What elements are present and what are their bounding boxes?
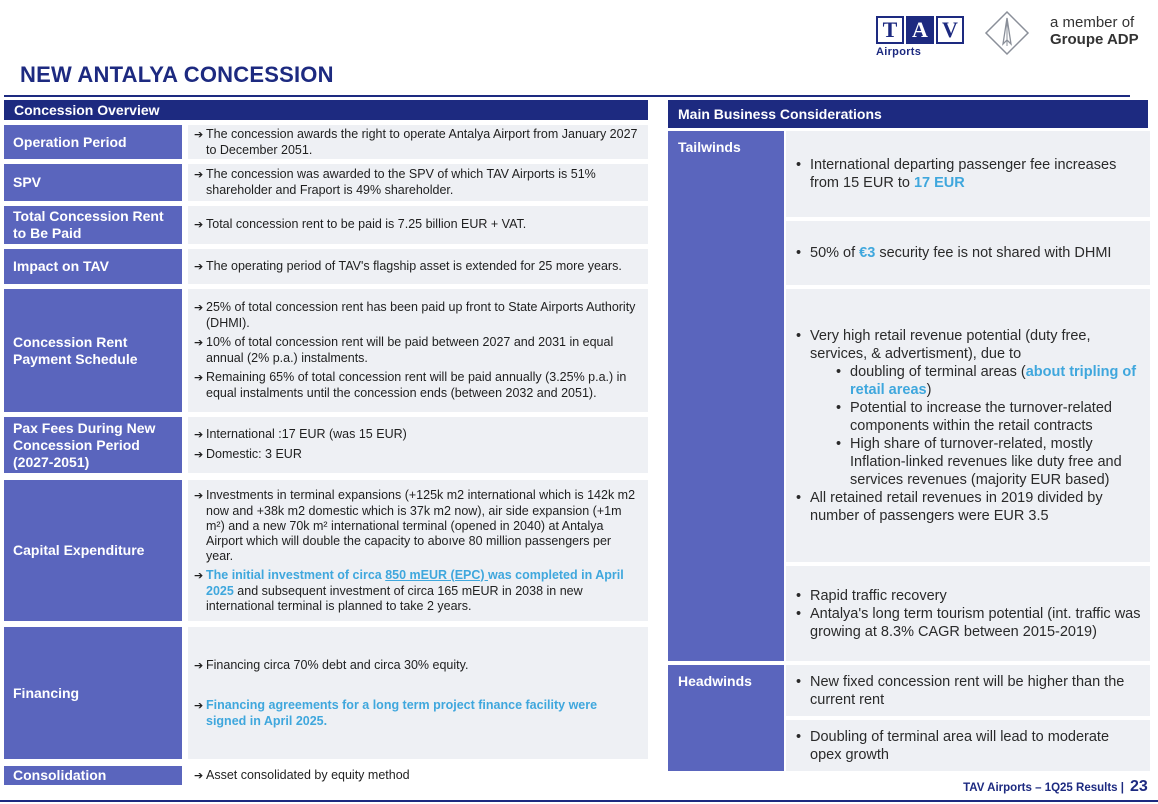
- bullet: [194, 768, 640, 784]
- headwind-fixed-rent: [786, 665, 1150, 716]
- bullet-text: International :17 EUR (was 15 EUR): [206, 427, 407, 441]
- row-content: [188, 164, 648, 201]
- concession-overview-header: Concession Overview: [4, 100, 648, 120]
- bullet: [796, 244, 1142, 262]
- row-financing: [4, 627, 648, 759]
- row-label: Pax Fees During New Concession Period (2027-2051): [4, 417, 182, 473]
- bullet-text: The concession awards the right to operate Antalya Airport from January 2027 to December 2051.: [206, 126, 638, 157]
- bullet-text: Total concession rent to be paid is 7.25 billion EUR + VAT.: [206, 217, 527, 231]
- row-content: [188, 206, 648, 244]
- bullet-text: 10% of total concession rent will be paid between 2027 and 2031 in equal annual (2% p.a.) instalments.: [206, 335, 614, 365]
- bullet-dot-icon: •: [796, 489, 802, 506]
- capex-highlight: was completed in April 2025: [206, 567, 624, 598]
- arrow-icon: ➔: [194, 769, 204, 782]
- main-business-considerations-header: Main Business Considerations: [668, 100, 1148, 128]
- row-content: [188, 417, 648, 473]
- row-label: Total Concession Rent to Be Paid: [4, 206, 182, 244]
- row-content: [188, 289, 648, 412]
- bullet: [194, 217, 640, 233]
- row-capital-expenditure: [4, 480, 648, 621]
- bullet-text: Domestic: 3 EUR: [206, 447, 302, 461]
- row-pax-fees: [4, 417, 648, 473]
- bullet-dot-icon: •: [836, 435, 842, 452]
- row-label: SPV: [4, 164, 182, 201]
- bullet-text: Potential to increase the turnover-related components within the retail contracts: [850, 399, 1112, 434]
- bullet-text: International departing passenger fee increases from 15 EUR to: [810, 157, 1117, 191]
- arrow-icon: ➔: [194, 128, 204, 141]
- arrow-icon: ➔: [194, 449, 204, 461]
- arrow-icon: ➔: [194, 169, 204, 181]
- row-concession-rent-payment-schedule: [4, 289, 648, 412]
- row-label: Concession Rent Payment Schedule: [4, 289, 182, 412]
- bottom-divider: [0, 800, 1158, 802]
- highlight-text: 17 EUR: [913, 175, 965, 191]
- page-title: NEW ANTALYA CONCESSION: [20, 62, 334, 87]
- bullet: [194, 488, 640, 564]
- bullet-text: Remaining 65% of total concession rent will be paid annually (3.25% p.a.) in equal instalments until the concession ends (between 2032 and 2051).: [206, 370, 627, 400]
- bullet: [194, 167, 640, 198]
- row-content: [188, 125, 648, 159]
- arrow-icon: ➔: [194, 429, 204, 441]
- tailwind-security-fee: [786, 221, 1150, 285]
- tailwind-traffic-recovery: [786, 566, 1150, 661]
- row-content: [188, 480, 648, 621]
- bullet-text: New fixed concession rent will be higher than the current rent: [810, 673, 1125, 708]
- bullet-dot-icon: •: [796, 587, 802, 604]
- capex-rest: and subsequent investment of circa 165 mEUR in 2038 in new international terminal is planned to take 2 years.: [206, 583, 583, 613]
- bullet: [796, 587, 1142, 605]
- bullet-text: The operating period of TAV's flagship asset is extended for 25 more years.: [206, 258, 622, 273]
- bullet: [194, 370, 640, 401]
- tailwind-retail-revenue: [786, 289, 1150, 562]
- bullet-text: Very high retail revenue potential (duty free, services, & advertisment), due to: [810, 327, 1091, 362]
- highlight-text: €3: [859, 245, 876, 261]
- sub-bullet: [796, 435, 1142, 489]
- bullet: [796, 673, 1142, 709]
- bullet: [194, 335, 640, 366]
- arrow-icon: ➔: [194, 659, 204, 672]
- row-total-concession-rent: [4, 206, 648, 244]
- bullet-dot-icon: •: [796, 245, 802, 261]
- capex-highlight: The initial investment of circa: [206, 567, 386, 582]
- member-line1: a member of: [1050, 14, 1135, 31]
- footer-label: TAV Airports – 1Q25 Results: [963, 782, 1118, 794]
- title-divider: [4, 95, 1130, 97]
- headwind-opex-growth: [786, 720, 1150, 771]
- bullet-text: 25% of total concession rent has been paid up front to State Airports Authority (DHMI).: [206, 300, 636, 330]
- bullet-text: security fee is not shared with DHMI: [875, 245, 1112, 261]
- row-operation-period: [4, 125, 648, 159]
- bullet: [796, 605, 1142, 641]
- bullet: [796, 489, 1142, 525]
- bullet-dot-icon: •: [796, 327, 802, 344]
- bullet-text: High share of turnover-related, mostly Inflation-linked revenues like duty free and services revenues (majority EUR based): [850, 435, 1122, 488]
- bullet-text: Rapid traffic recovery: [810, 587, 947, 604]
- bullet: [194, 127, 640, 158]
- arrow-icon: ➔: [194, 337, 204, 349]
- tailwind-passenger-fee: [786, 131, 1150, 217]
- row-content: [188, 766, 648, 785]
- bullet: [194, 658, 640, 674]
- bullet-text: doubling of terminal areas (: [850, 363, 1026, 380]
- bullet: [796, 728, 1142, 764]
- tav-airports-logo: [876, 16, 966, 60]
- tailwinds-label: Tailwinds: [668, 131, 784, 661]
- row-consolidation: [4, 766, 648, 785]
- row-impact-on-tav: [4, 249, 648, 284]
- bullet-text: Asset consolidated by equity method: [206, 767, 410, 782]
- logo-letter: T: [876, 16, 904, 44]
- row-content: [188, 627, 648, 759]
- bullet-dot-icon: •: [796, 605, 802, 622]
- row-content: [188, 249, 648, 284]
- bullet: [194, 568, 640, 614]
- page-number: 23: [1130, 778, 1148, 795]
- bullet: [194, 427, 640, 443]
- headwinds-label: Headwinds: [668, 665, 784, 771]
- bullet-dot-icon: •: [836, 399, 842, 416]
- bullet-dot-icon: •: [836, 363, 842, 380]
- bullet-text: Antalya's long term tourism potential (int. traffic was growing at 8.3% CAGR between 2015-2019): [810, 605, 1141, 640]
- row-label: Impact on TAV: [4, 249, 182, 284]
- bullet-text: All retained retail revenues in 2019 divided by number of passengers were EUR 3.5: [810, 489, 1103, 524]
- arrow-icon: ➔: [194, 372, 204, 384]
- row-label: Consolidation: [4, 766, 182, 785]
- arrow-icon: ➔: [194, 219, 204, 231]
- highlight-text: about tripling of retail areas: [850, 363, 1137, 398]
- logo-letter: V: [936, 16, 964, 44]
- bullet: [194, 300, 640, 331]
- arrow-icon: ➔: [194, 302, 204, 314]
- bullet: [194, 698, 640, 729]
- row-label: Capital Expenditure: [4, 480, 182, 621]
- bullet: [796, 327, 1142, 363]
- bullet-dot-icon: •: [796, 728, 802, 745]
- bullet-text: 50% of: [810, 245, 860, 261]
- arrow-icon: ➔: [194, 569, 204, 582]
- bullet-text: Doubling of terminal area will lead to moderate opex growth: [810, 728, 1110, 763]
- bullet-text: The concession was awarded to the SPV of which TAV Airports is 51% shareholder and Fraport is 49% shareholder.: [206, 167, 596, 197]
- groupe-adp-logo-icon: [984, 10, 1030, 56]
- row-label: Financing: [4, 627, 182, 759]
- bullet: [194, 447, 640, 463]
- arrow-icon: ➔: [194, 260, 204, 273]
- member-of-groupe-adp: [1050, 14, 1139, 48]
- bullet-dot-icon: •: [796, 673, 802, 690]
- footer-text: TAV Airports – 1Q25 Results |: [963, 782, 1124, 794]
- bullet-text: Investments in terminal expansions (+125k m2 international which is 142k m2 now and +38k m2 domestic which is 37k m2 now), air side expansion (+1m m²) and a new 70k m² international terminal (opened in 2040) at Antalya Airport which will double the capacity to aboıve 80 million passengers per year.: [206, 487, 636, 563]
- financing-highlight: Financing agreements for a long term project finance facility were signed in April 2025.: [206, 697, 598, 728]
- bullet-dot-icon: •: [796, 157, 802, 173]
- logo-letter: A: [906, 16, 934, 44]
- sub-bullet: [796, 363, 1142, 399]
- capex-highlight-underlined: 850 mEUR (EPC): [385, 567, 489, 582]
- bullet: [796, 156, 1142, 192]
- sub-bullet: [796, 399, 1142, 435]
- row-label: Operation Period: [4, 125, 182, 159]
- bullet: [194, 259, 640, 275]
- logo-subtitle: Airports: [876, 46, 922, 58]
- bullet-text: Financing circa 70% debt and circa 30% equity.: [206, 657, 469, 672]
- row-spv: [4, 164, 648, 201]
- bullet-text: ): [926, 381, 932, 398]
- arrow-icon: ➔: [194, 489, 204, 502]
- arrow-icon: ➔: [194, 699, 204, 712]
- member-line2: Groupe ADP: [1050, 31, 1139, 48]
